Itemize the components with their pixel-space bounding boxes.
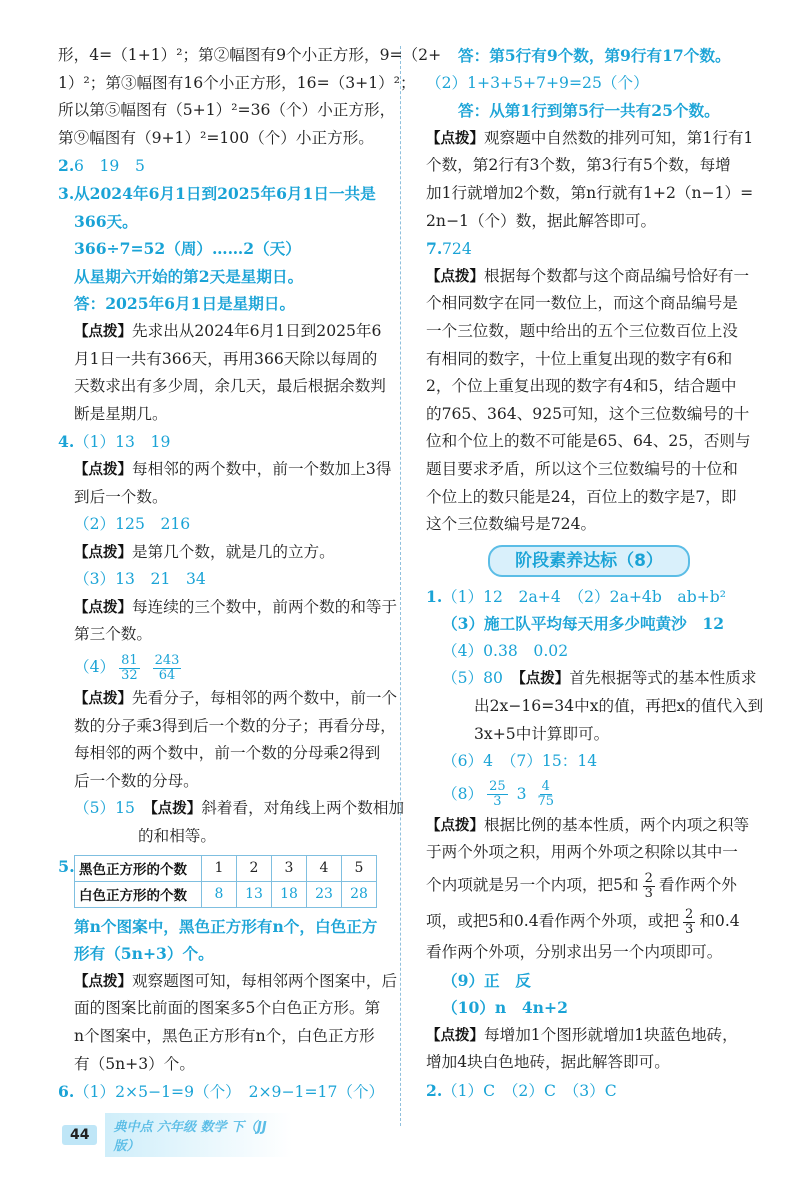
tip-line: 第三个数。 (74, 625, 152, 644)
tip-line: 加1行就增加2个数，第n行就有1+2（n−1）= (426, 183, 754, 202)
answer-line: 366÷7=52（周）……2（天） (74, 239, 301, 259)
table-row: 黑色正方形的个数 1 2 3 4 5 (75, 855, 377, 881)
answer-3: 3.从2024年6月1日到2025年6月1日一共是 (58, 183, 376, 203)
fraction: $\frac{243}{64}$ (154, 652, 180, 683)
fraction: $\frac{2}{3}$ (644, 870, 653, 901)
tip-line: 月1日一共有366天，再用366天除以每周的 (74, 349, 378, 368)
answer-s1-10: （10）n 4n+2 (442, 998, 568, 1018)
tip-line: 【点拨】每相邻的两个数中，前一个数加上3得 (74, 459, 392, 478)
answer-7: 7.724 (426, 239, 472, 259)
answer-line: 答：2025年6月1日是星期日。 (74, 294, 296, 314)
answer-2: 2.6 19 5 (58, 156, 145, 176)
tip-line: 的和相等。 (138, 827, 216, 846)
tip-line: 有（5n+3）个。 (74, 1054, 195, 1073)
left-column (58, 42, 442, 1106)
tip-line: 个内项就是另一个内项，把5和 $\frac{2}{3}$ 看作两个外 (426, 870, 737, 901)
tip-line: 个位上的数只能是24，百位上的数字是7，即 (426, 487, 737, 506)
answer-s1-3: （3）施工队平均每天用多少吨黄沙 12 (442, 614, 725, 634)
answer-line: 答：从第1行到第5行一共有25个数。 (458, 101, 720, 121)
text-line: 形，4=（1+1）²；第②幅图有9个小正方形，9=（2+ (58, 46, 442, 64)
answer-s1-4: （4）0.38 0.02 (442, 641, 569, 660)
squares-table (74, 855, 377, 908)
answer-4-1: 4.（1）13 19 (58, 432, 171, 452)
tip-line: 【点拨】是第几个数，就是几的立方。 (74, 542, 335, 561)
tip-line: 增加4块白色地砖，据此解答即可。 (426, 1053, 670, 1072)
book-title: 典中点 六年级 数学 下（JJ版） (105, 1113, 292, 1157)
answer-line: 形有（5n+3）个。 (74, 944, 214, 964)
answer-s1-9: （9）正 反 (442, 970, 531, 990)
tip-line: 一个三位数，题中给出的五个三位数百位上没 (426, 321, 738, 340)
tip-line: 后一个数的分母。 (74, 771, 199, 790)
answer-s1-6-7: （6）4 （7）15：14 (442, 752, 598, 771)
tip-line: 【点拨】先看分子，每相邻的两个数中，前一个 (74, 689, 398, 708)
fraction: $\frac{81}{32}$ (121, 652, 138, 683)
answer-s1-5: （5）80 【点拨】首先根据等式的基本性质求 (442, 669, 757, 688)
answer-5-table-block: 5. 黑色正方形的个数 1 2 3 4 5 白色正方形的个数 8 13 18 23 28 (58, 855, 393, 911)
tip-line: n个图案中，黑色正方形有n个，白色正方形 (74, 1027, 375, 1045)
table-row: 白色正方形的个数 8 13 18 23 28 (75, 881, 377, 907)
answer-4-3: （3）13 21 34 (74, 570, 206, 589)
tip-line: 【点拨】根据比例的基本性质，两个内项之积等 (426, 815, 750, 834)
tip-line: 看作两个外项，分别求出另一个内项即可。 (426, 943, 723, 962)
tip-line: 2n−1（个）数，据此解答即可。 (426, 211, 657, 230)
right-column (426, 42, 764, 1105)
fraction: $\frac{2}{3}$ (685, 906, 694, 937)
answer-s1-1: 1.（1）12 2a+4 （2）2a+4b ab+b² (426, 586, 727, 606)
text-line: 所以第⑤幅图有（5+1）²=36（个）小正方形， (58, 101, 396, 120)
tip-line: 【点拨】先求出从2024年6月1日到2025年6 (74, 321, 382, 340)
answer-4-2: （2）125 216 (74, 515, 191, 534)
answer-s1-8: （8） $\frac{25}{3}$ 3 $\frac{4}{75}$ (442, 779, 555, 810)
fraction: $\frac{4}{75}$ (537, 779, 555, 810)
fraction: $\frac{25}{3}$ (489, 779, 506, 810)
tip-line: 出2x−16=34中x的值，再把x的值代入到 (474, 697, 764, 716)
tip-line: 3x+5中计算即可。 (474, 724, 610, 743)
tip-line: 项，或把5和0.4看作两个外项，或把 $\frac{2}{3}$ 和0.4 (426, 906, 740, 937)
tip-line: 个数，第2行有3个数，第3行有5个数，每增 (426, 156, 731, 175)
tip-line: 【点拨】每连续的三个数中，前两个数的和等于 (74, 597, 398, 616)
tip-line: 【点拨】每增加1个图形就增加1块蓝色地砖， (426, 1025, 738, 1044)
answer-line: 366天。 (74, 211, 138, 231)
tip-line: 位和个位上的数不可能是65、64、25，否则与 (426, 432, 751, 451)
answer-4-4: （4） $\frac{81}{32}$ $\frac{243}{64}$ (74, 652, 180, 683)
column-divider (400, 46, 401, 1126)
tip-line: 断是星期几。 (74, 404, 168, 423)
tip-line: 有相同的数字，十位上重复出现的数字有6和 (426, 349, 733, 368)
page-number: 44 (62, 1125, 97, 1145)
tip-line: 【点拨】观察题中自然数的排列可知，第1行有1 (426, 128, 754, 147)
page-footer (62, 1120, 292, 1154)
answer-6: 6.（1）2×5−1=9（个） 2×9−1=17（个） (58, 1082, 385, 1102)
text-line: 第⑨幅图有（9+1）²=100（个）小正方形。 (58, 128, 374, 147)
tip-line: 数的分子乘3得到后一个数的分子；再看分母， (74, 716, 396, 735)
answer-line: （2）1+3+5+7+9=25（个） (426, 73, 649, 92)
tip-line: 的765、364、925可知，这个三位数编号的十 (426, 404, 750, 423)
tip-line: 天数求出有多少周，余几天，最后根据余数判 (74, 377, 386, 396)
answer-line: 答：第5行有9个数，第9行有17个数。 (458, 46, 731, 65)
tip-line: 【点拨】观察题图可知，每相邻两个图案中，后 (74, 971, 398, 990)
tip-line: 题目要求矛盾，所以这个三位数编号的十位和 (426, 459, 738, 478)
section-banner: 阶段素养达标（8） (488, 545, 690, 577)
tip-line: 到后一个数。 (74, 487, 168, 506)
answer-line: 第n个图案中，黑色正方形有n个，白色正方 (74, 916, 378, 936)
tip-line: 面的图案比前面的图案多5个白色正方形。第 (74, 999, 381, 1018)
tip-line: 2，个位上重复出现的数字有4和5，结合题中 (426, 377, 737, 396)
tip-label: 【点拨】 (74, 323, 132, 340)
tip-line: 这个三位数编号是724。 (426, 515, 597, 534)
answer-s2: 2.（1）C （2）C （3）C (426, 1081, 617, 1100)
answer-line: 从星期六开始的第2天是星期日。 (74, 266, 304, 286)
tip-line: 个相同数字在同一数位上，而这个商品编号是 (426, 294, 738, 313)
text-line: 1）²；第③幅图有16个小正方形，16=（3+1）²； (58, 73, 416, 92)
tip-line: 于两个外项之积，用两个外项之积除以其中一 (426, 843, 738, 862)
tip-line: 每相邻的两个数中，前一个数的分母乘2得到 (74, 744, 381, 763)
answer-4-5: （5）15 【点拨】斜着看，对角线上两个数相加 (74, 799, 405, 818)
tip-line: 【点拨】根据每个数都与这个商品编号恰好有一 (426, 266, 750, 285)
